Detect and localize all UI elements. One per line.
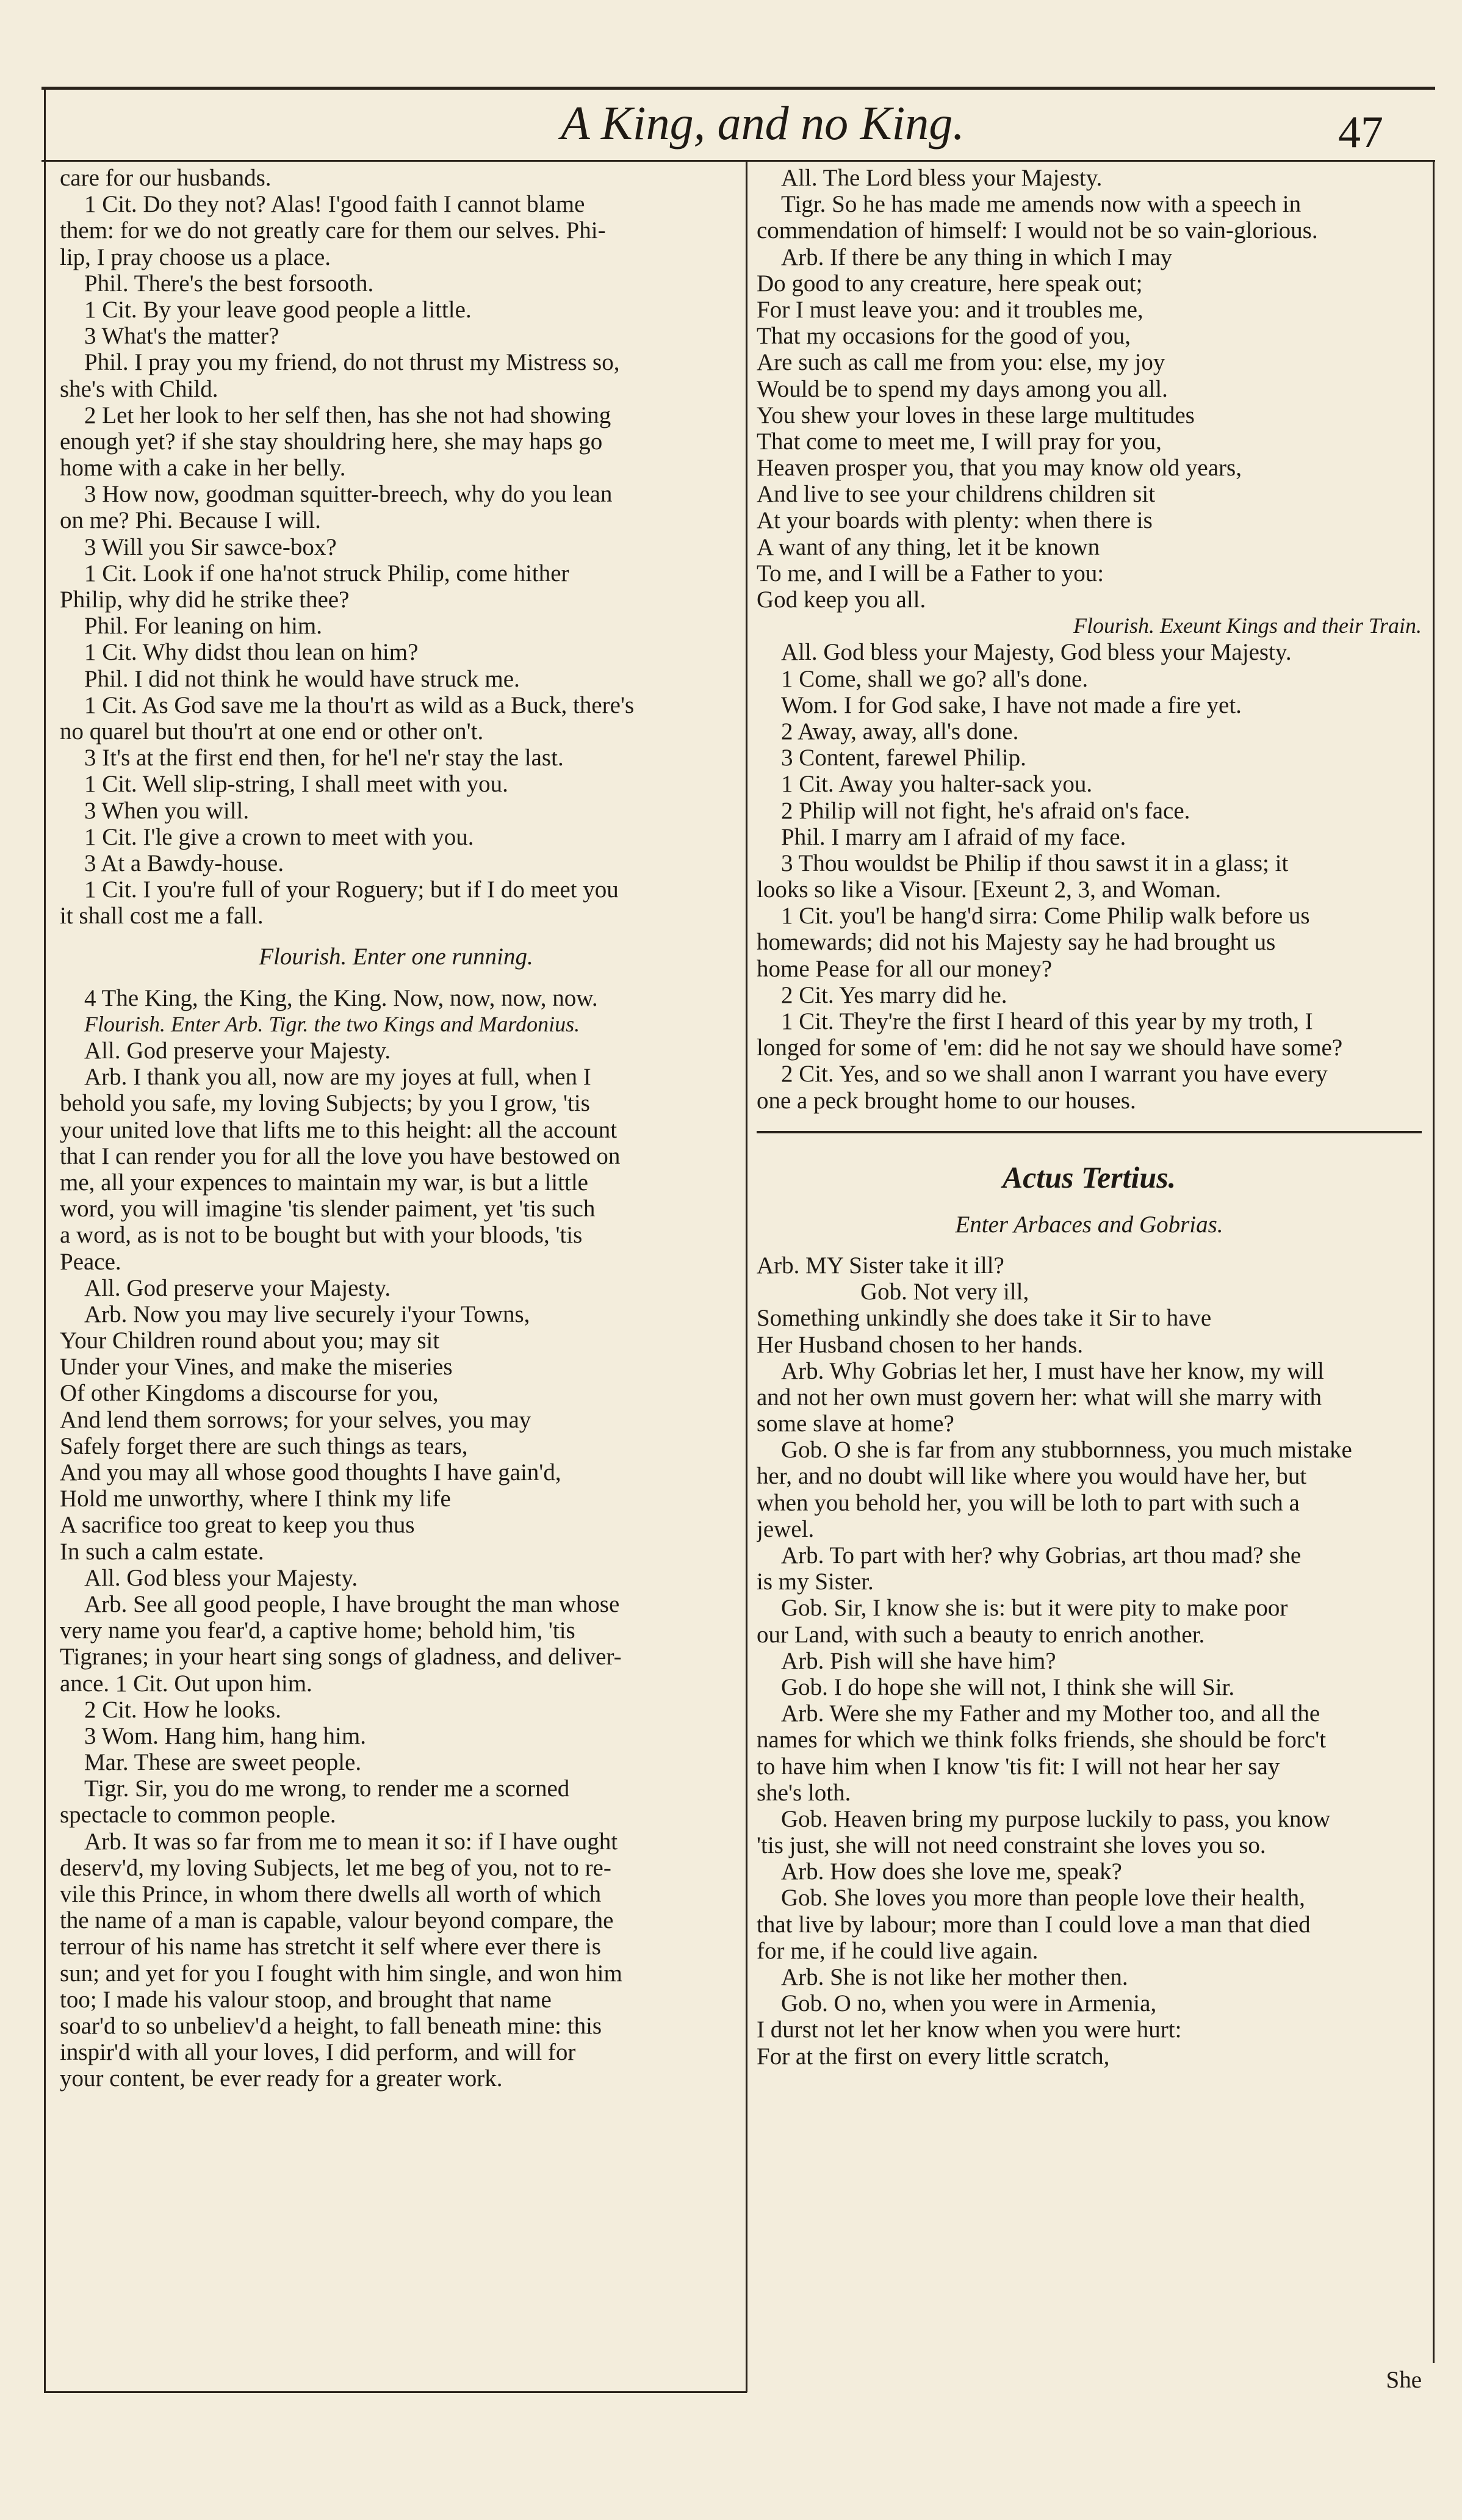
text-line: lip, I pray choose us a place. [60,244,331,270]
text-line: Peace. [60,1248,121,1275]
text-line: Arb. It was so far from me to mean it so: if I have ought [84,1828,618,1855]
text-line: And you may all whose good thoughts I have gain'd, [60,1459,561,1486]
text-line: a word, as is not to be bought but with your bloods, 'tis [60,1222,583,1249]
header-rule [41,160,1435,162]
text-line: that I can render you for all the love you have bestowed on [60,1143,621,1169]
text-line: Gob. I do hope she will not, I think she will Sir. [781,1673,1235,1700]
text-line: All. God preserve your Majesty. [84,1038,391,1064]
text-line: vile this Prince, in whom there dwells all worth of which [60,1881,602,1907]
text-line: All. The Lord bless your Majesty. [781,165,1103,191]
text-line: is my Sister. [757,1569,874,1595]
text-line: That come to meet me, I will pray for you, [757,428,1162,455]
text-line: 1 Cit. Well slip-string, I shall meet with you. [84,771,508,798]
text-line: God keep you all. [757,587,926,613]
text-line: I durst not let her know when you were hurt: [757,2016,1182,2043]
text-line: Arb. Why Gobrias let her, I must have her know, my will [781,1357,1324,1384]
text-line: 1 Cit. Why didst thou lean on him? [84,639,419,666]
text-line: when you behold her, you will be loth to part with such a [757,1489,1300,1516]
text-line: some slave at home? [757,1410,954,1437]
text-line: them: for we do not greatly care for them our selves. Phi- [60,217,606,244]
text-line: inspir'd with all your loves, I did perform, and will for [60,2039,576,2066]
text-line: care for our husbands. [60,165,272,191]
text-line: looks so like a Visour. [Exeunt 2, 3, and Woman. [757,876,1222,903]
text-line: 1 Cit. They're the first I heard of this year by my troth, I [781,1008,1313,1034]
text-line: Arb. Now you may live securely i'your Towns, [84,1301,530,1327]
text-line: 1 Cit. Look if one ha'not struck Philip, come hither [84,560,569,587]
text-line: it shall cost me a fall. [60,903,264,930]
text-line: very name you fear'd, a captive home; behold him, 'tis [60,1617,575,1644]
left-text-column [60,165,732,2092]
text-line: 2 Philip will not fight, he's afraid on's face. [781,797,1190,824]
text-line: enough yet? if she stay shouldring here, she may haps go [60,428,603,455]
text-line: Arb. To part with her? why Gobrias, art thou mad? she [781,1542,1302,1569]
text-line: on me? Phi. Because I will. [60,507,321,534]
text-line: To me, and I will be a Father to you: [757,560,1104,587]
text-line: Gob. Sir, I know she is: but it were pity to make poor [781,1595,1288,1622]
text-line: home with a cake in her belly. [60,455,346,482]
text-line: For I must leave you: and it troubles me, [757,296,1143,323]
text-line: me, all your expences to maintain my war, is but a little [60,1169,588,1196]
text-line: All. God preserve your Majesty. [84,1274,391,1301]
text-line: ance. 1 Cit. Out upon him. [60,1670,312,1697]
text-line: your united love that lifts me to this height: all the account [60,1116,618,1143]
text-line: All. God bless your Majesty, God bless your Majesty. [781,639,1292,666]
text-line: Gob. O she is far from any stubbornness, you much mistake [781,1437,1352,1464]
text-line: Arb. See all good people, I have brought the man whose [84,1590,620,1617]
text-line: to have him when I know 'tis fit: I will not hear her say [757,1753,1280,1780]
text-line: her, and no doubt will like where you would have her, but [757,1463,1307,1490]
right-text-column [757,165,1422,2070]
text-line: Gob. O no, when you were in Armenia, [781,1990,1157,2017]
text-line: 1 Cit. I'le give a crown to meet with you. [84,823,474,850]
text-line: Arb. If there be any thing in which I may [781,244,1173,270]
text-line: commendation of himself: I would not be so vain-glorious. [757,217,1318,244]
text-line: Under your Vines, and make the miseries [60,1354,453,1381]
spacer [60,970,732,985]
text-line: 3 When you will. [84,797,250,824]
text-line: 3 At a Bawdy-house. [84,850,284,876]
text-line: one a peck brought home to our houses. [757,1087,1136,1114]
text-line: 1 Cit. you'l be hang'd sirra: Come Philip walk before us [781,903,1310,930]
text-line: Phil. There's the best forsooth. [84,270,374,297]
text-line: soar'd to so unbeliev'd a height, to fall beneath mine: this [60,2012,602,2039]
text-line: Heaven prosper you, that you may know old years, [757,455,1242,482]
running-title: A King, and no King. [561,96,965,150]
text-line: she's with Child. [60,375,218,402]
spacer [757,1197,1422,1211]
stage-direction: Flourish. Enter one running. [259,944,533,970]
text-line: names for which we think folks friends, she should be forc't [757,1727,1327,1753]
text-line: 3 Will you Sir sawce-box? [84,533,337,560]
text-line: that live by labour; more than I could love a man that died [757,1911,1311,1938]
text-line: 1 Cit. Away you halter-sack you. [781,771,1093,798]
text-line: A sacrifice too great to keep you thus [60,1512,415,1539]
text-line: 1 Cit. Do they not? Alas! I'good faith I cannot blame [84,191,585,218]
spacer [60,929,732,944]
text-line: In such a calm estate. [60,1538,264,1565]
catchword: She [1386,2367,1422,2393]
text-line: Wom. I for God sake, I have not made a fire yet. [781,691,1242,718]
text-line: no quarel but thou'rt at one end or other on't. [60,718,484,745]
text-line: 1 Come, shall we go? all's done. [781,665,1089,692]
text-line: Gob. She loves you more than people love their health, [781,1885,1305,1912]
text-line: 3 Wom. Hang him, hang him. [84,1722,366,1749]
text-line: and not her own must govern her: what will she marry with [757,1384,1322,1410]
right-border-rule [1433,160,1435,2363]
text-line: 4 The King, the King, the King. Now, now, now, now. [84,984,598,1011]
text-line: Arb. I thank you all, now are my joyes at full, when I [84,1064,591,1091]
page-number: 47 [1338,107,1383,157]
text-line: sun; and yet for you I fought with him single, and won him [60,1960,622,1987]
text-line: Of other Kingdoms a discourse for you, [60,1380,439,1407]
act-heading: Actus Tertius. [1002,1160,1176,1194]
text-line: terrour of his name has stretcht it self where ever there is [60,1933,601,1960]
text-line: And lend them sorrows; for your selves, you may [60,1406,531,1433]
text-line: For at the first on every little scratch, [757,2043,1110,2070]
text-line: jewel. [757,1515,815,1542]
section-rule [757,1131,1422,1133]
text-line: 1 Cit. As God save me la thou'rt as wild as a Buck, there's [84,691,635,718]
text-line: 2 Cit. How he looks. [84,1696,281,1723]
text-line: A want of any thing, let it be known [757,533,1100,560]
text-line: You shew your loves in these large multitudes [757,402,1195,428]
text-line: Are such as call me from you: else, my joy [757,349,1165,376]
text-line: Philip, why did he strike thee? [60,587,350,613]
text-line: Phil. I marry am I afraid of my face. [781,823,1126,850]
text-line: 3 Thou wouldst be Philip if thou sawst it in a glass; it [781,850,1289,876]
text-line: 1 Cit. By your leave good people a little. [84,296,472,323]
stage-direction: Flourish. Exeunt Kings and their Train. [1073,613,1422,638]
text-line: 3 Content, farewel Philip. [781,745,1026,771]
text-line: Arb. Were she my Father and my Mother too, and all the [781,1700,1320,1727]
text-line: Phil. For leaning on him. [84,613,322,640]
text-line: 2 Cit. Yes marry did he. [781,981,1007,1008]
text-line: Would be to spend my days among you all. [757,375,1168,402]
text-line: word, you will imagine 'tis slender paiment, yet 'tis such [60,1196,596,1222]
text-line: our Land, with such a beauty to enrich another. [757,1621,1205,1648]
column-divider [746,160,747,2392]
text-line: 3 It's at the first end then, for he'l ne'r stay the last. [84,745,564,771]
left-border-rule [44,87,46,2392]
text-line: behold you safe, my loving Subjects; by you I grow, 'tis [60,1090,590,1117]
text-line: 2 Cit. Yes, and so we shall anon I warrant you have every [781,1061,1328,1088]
text-line: Hold me unworthy, where I think my life [60,1486,451,1512]
text-line: spectacle to common people. [60,1802,336,1829]
text-line: she's loth. [757,1779,851,1806]
text-line: Arb. She is not like her mother then. [781,1964,1128,1990]
text-line: Do good to any creature, here speak out; [757,270,1143,297]
text-line: home Pease for all our money? [757,955,1053,982]
text-line: 2 Let her look to her self then, has she not had showing [84,402,611,428]
text-line: Your Children round about you; may sit [60,1327,440,1354]
text-line: Safely forget there are such things as tears, [60,1432,468,1459]
text-line: Phil. I pray you my friend, do not thrust my Mistress so, [84,349,620,376]
stage-direction: Enter Arbaces and Gobrias. [955,1211,1223,1238]
text-line: Gob. Heaven bring my purpose luckily to pass, you know [781,1805,1331,1832]
text-line: Arb. How does she love me, speak? [781,1858,1122,1885]
text-line: 3 What's the matter? [84,323,279,350]
text-line: the name of a man is capable, valour beyond compare, the [60,1907,614,1934]
top-rule [41,87,1435,90]
bottom-rule [44,2391,747,2393]
text-line: deserv'd, my loving Subjects, let me beg of you, not to re- [60,1854,611,1881]
text-line: your content, be ever ready for a greater work. [60,2065,503,2092]
text-line: Arb. MY Sister take it ill? [757,1252,1004,1279]
text-line: All. God bless your Majesty. [84,1564,358,1591]
text-line: Her Husband chosen to her hands. [757,1331,1084,1358]
spacer [757,1238,1422,1252]
text-line: Arb. Pish will she have him? [781,1647,1056,1674]
text-line: for me, if he could live again. [757,1937,1039,1964]
text-line: 2 Away, away, all's done. [781,718,1019,745]
text-line: too; I made his valour stoop, and brought that name [60,1986,552,2013]
text-line: Something unkindly she does take it Sir to have [757,1305,1212,1332]
text-line: Phil. I did not think he would have struck me. [84,665,520,692]
text-line: Tigranes; in your heart sing songs of gladness, and deliver- [60,1644,622,1670]
text-line: 'tis just, she will not need constraint she loves you so. [757,1832,1266,1859]
text-line: Mar. These are sweet people. [84,1749,362,1776]
text-line: 3 How now, goodman squitter-breech, why do you lean [84,481,613,508]
text-line: 1 Cit. I you're full of your Roguery; but if I do meet you [84,876,619,903]
text-line: That my occasions for the good of you, [757,323,1131,350]
text-line: Tigr. So he has made me amends now with a speech in [781,191,1302,218]
stage-direction: Flourish. Enter Arb. Tigr. the two Kings and Mardonius. [84,1011,580,1036]
text-line: Gob. Not very ill, [860,1279,1029,1305]
text-line: Tigr. Sir, you do me wrong, to render me a scorned [84,1775,570,1802]
text-line: longed for some of 'em: did he not say we should have some? [757,1034,1343,1061]
text-line: homewards; did not his Majesty say he had brought us [757,929,1276,956]
text-line: At your boards with plenty: when there is [757,507,1153,534]
text-line: And live to see your childrens children sit [757,481,1156,508]
